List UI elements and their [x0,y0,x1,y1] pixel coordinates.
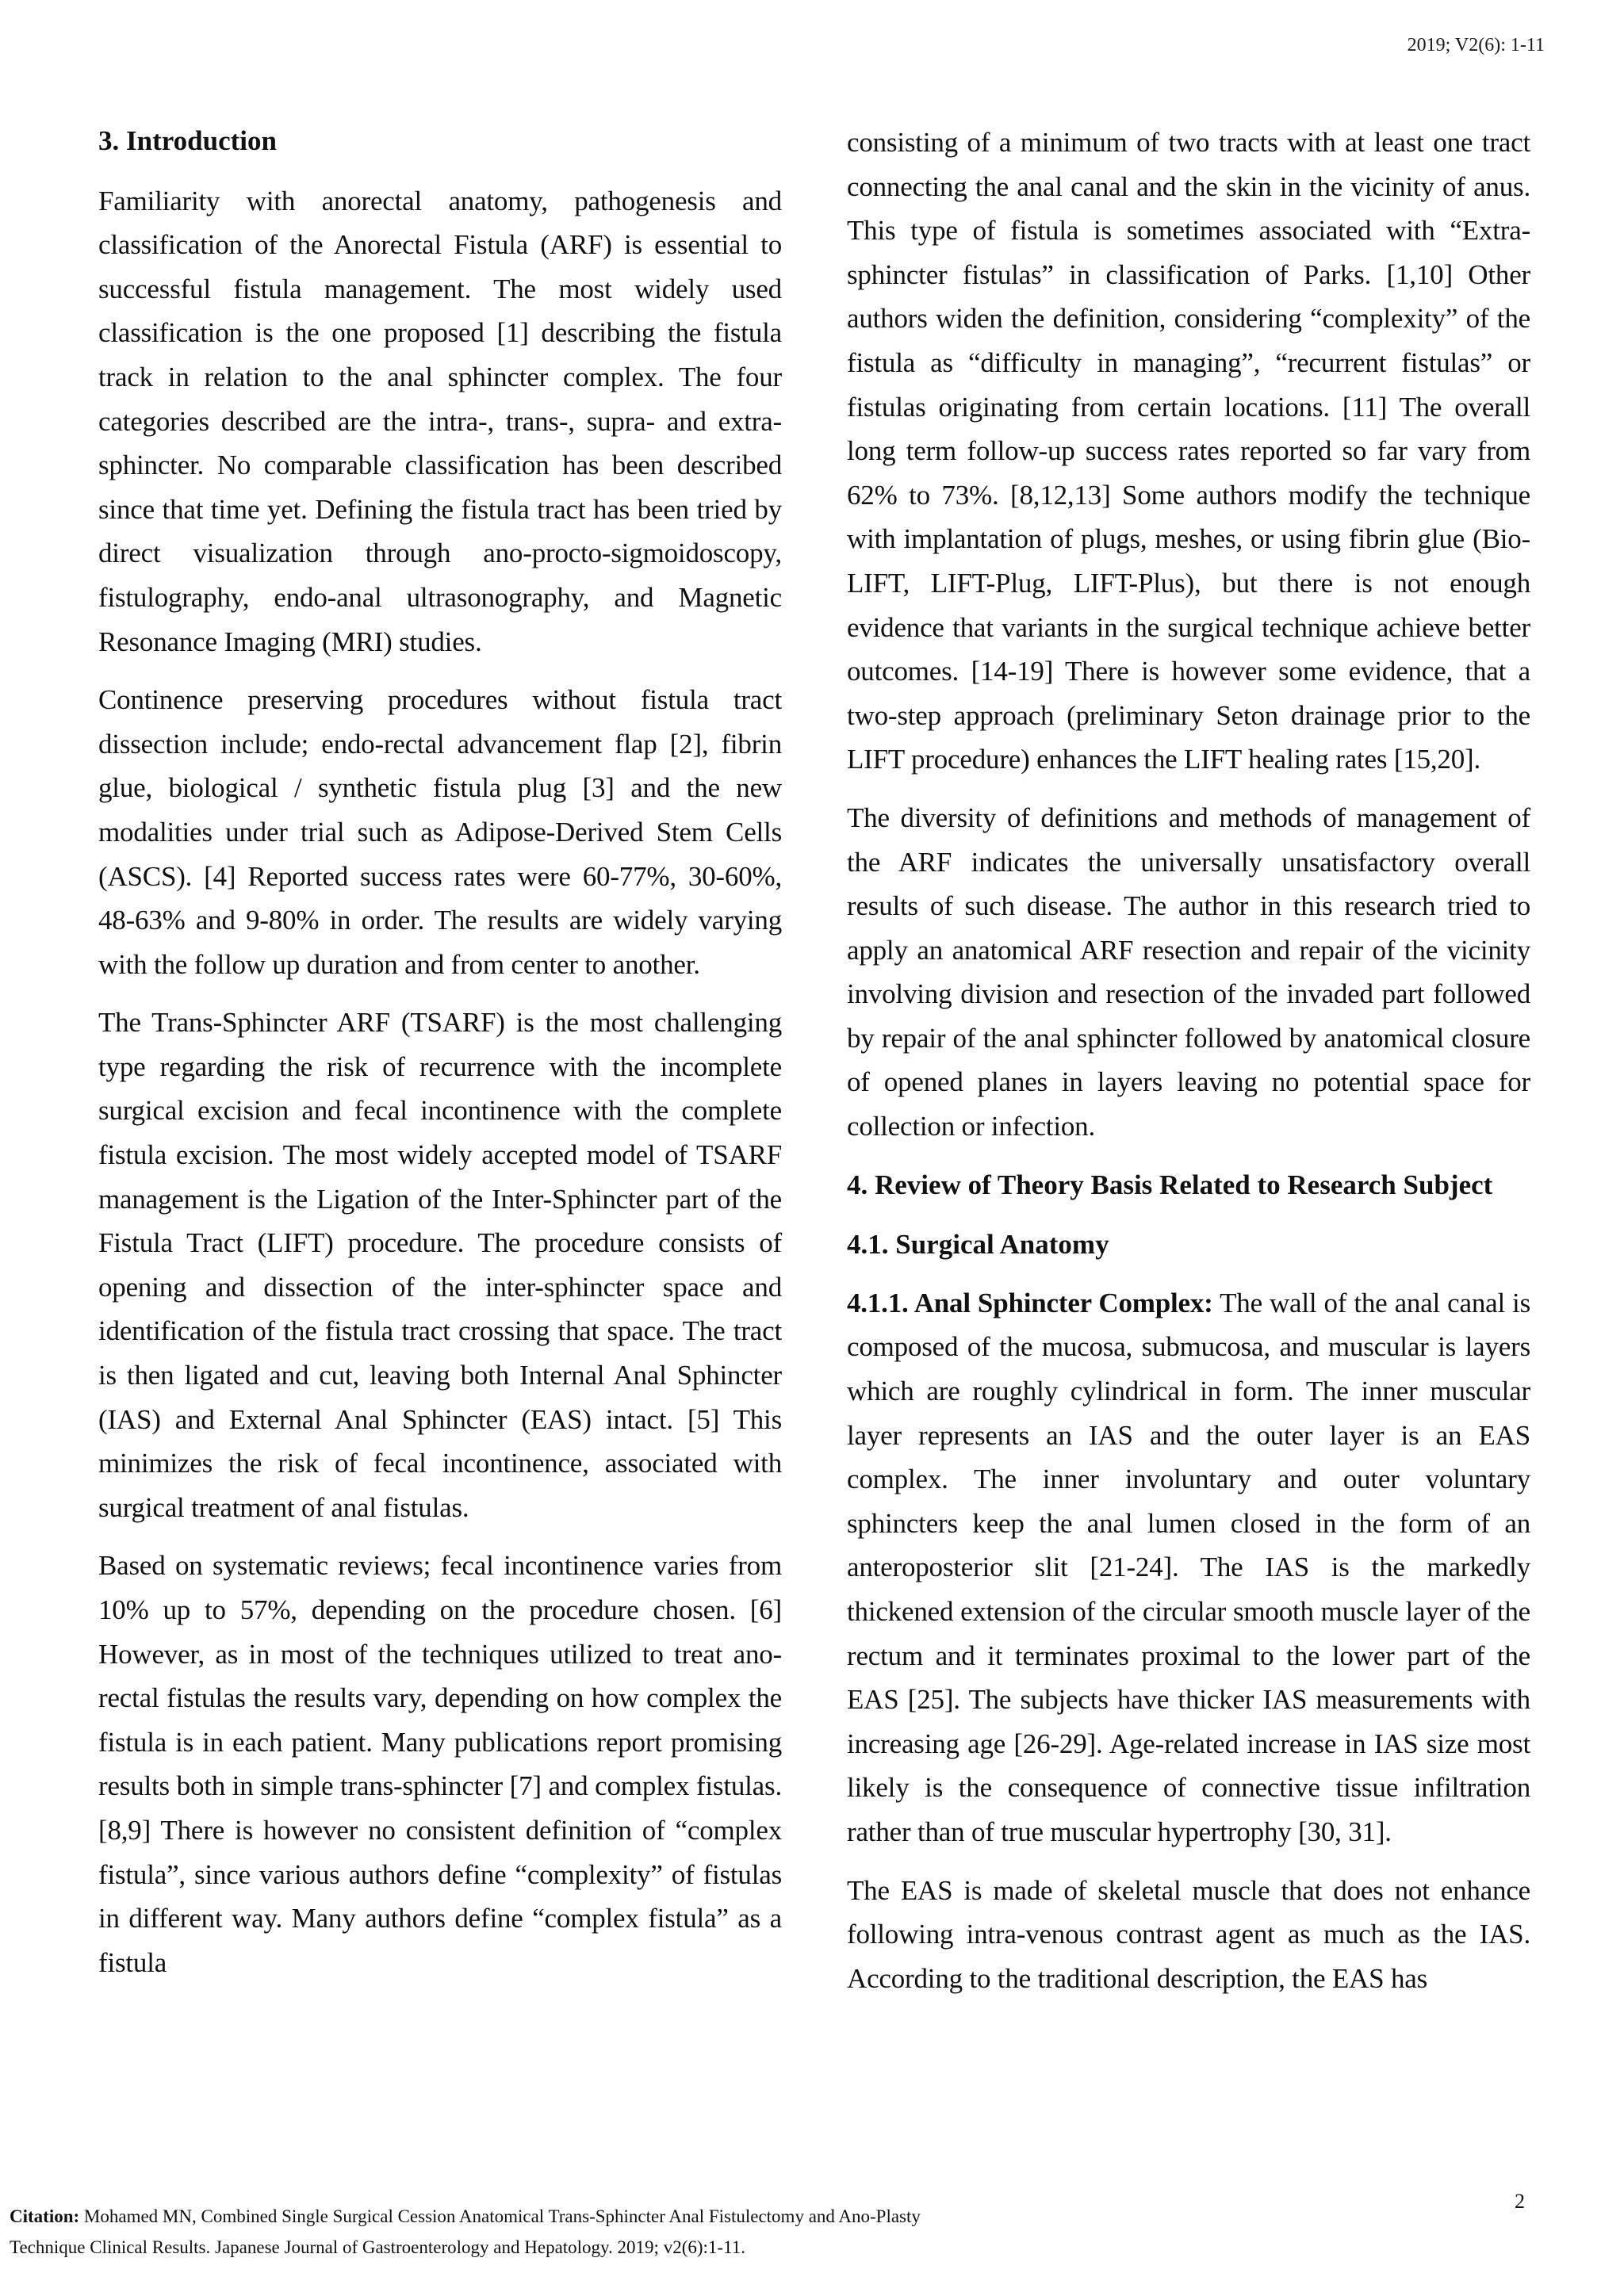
paragraph-text: The wall of the anal canal is composed of the mucosa, submucosa, and muscular is layers which are roughly cylindrical in form. The inner muscular layer represents an IAS and the outer layer is an EAS complex. The inner involuntary and outer voluntary sphincters keep the anal lumen closed in the form of an anteroposterior slit [21-24]. The IAS is the markedly thickened extension of the circular smooth muscle layer of the rectum and it terminates proximal to the lower part of the EAS [25]. The subjects have thicker IAS measurements with increasing age [26-29]. Age-related increase in IAS size most likely is the consequence of connective tissue infiltration rather than of true muscular hypertrophy [30, 31]. [847,1287,1530,1847]
paragraph: Familiarity with anorectal anatomy, pathogenesis and classification of the Anorectal Fistula (ARF) is essential to successful fistula management. The most widely used classification is the one proposed [1] describing the fistula track in relation to the anal sphincter complex. The four categories described are the intra-, trans-, supra- and extra- sphincter. No comparable classification has been described since that time yet. Defining the fistula tract has been tried by direct visualization through ano-procto-sigmoidoscopy, fistulography, endo-anal ultrasonography, and Magnetic Resonance Imaging (MRI) studies. [98,185,782,657]
paragraph: Continence preserving procedures without fistula tract dissection include; endo-rectal advancement flap [2], fibrin glue, biological / synthetic fistula plug [3] and the new modalities under trial such as Adipose-Derived Stem Cells (ASCS). [4] Reported success rates were 60-77%, 30-60%, 48-63% and 9-80% in order. The results are widely varying with the follow up duration and from center to another. [98,684,782,980]
paragraph-anal-sphincter-complex [847,1281,1530,1854]
running-head: 2019; V2(6): 1-11 [1407,35,1545,55]
paragraph: The EAS is made of skeletal muscle that does not enhance following intra-venous contrast agent as much as the IAS. According to the traditional description, the EAS has [847,1874,1530,1994]
citation-label: Citation: [10,2206,80,2226]
right-column [847,121,1530,2015]
subsubsection-heading: 4.1.1. Anal Sphincter Complex: [847,1287,1213,1318]
left-column [98,119,782,1999]
section-heading-introduction: 3. Introduction [98,125,277,156]
page-number: 2 [1515,2190,1525,2213]
paragraph: Based on systematic reviews; fecal incontinence varies from 10% up to 57%, depending on the procedure chosen. [6] However, as in most of the techniques utilized to treat ano-rectal fistulas the results vary, depending on how complex the fistula is in each patient. Many publications report promising results both in simple trans-sphincter [7] and complex fistulas. [8,9] There is however no consistent definition of “complex fistula”, since various authors define “complexity” of fistulas in different way. Many authors define “complex fistula” as a fistula [98,1550,782,1978]
section-heading-review: 4. Review of Theory Basis Related to Research Subject [847,1169,1493,1200]
paragraph: The diversity of definitions and methods of management of the ARF indicates the universally unsatisfactory overall results of such disease. The author in this research tried to apply an anatomical ARF resection and repair of the vicinity involving division and resection of the invaded part followed by repair of the anal sphincter followed by anatomical closure of opened planes in layers leaving no potential space for collection or infection. [847,802,1530,1142]
paragraph: The Trans-Sphincter ARF (TSARF) is the most challenging type regarding the risk of recurrence with the incomplete surgical excision and fecal incontinence with the complete fistula excision. The most widely accepted model of TSARF management is the Ligation of the Inter-Sphincter part of the Fistula Tract (LIFT) procedure. The procedure consists of opening and dissection of the inter-sphincter space and identification of the fistula tract crossing that space. The tract is then ligated and cut, leaving both Internal Anal Sphincter (IAS) and External Anal Sphincter (EAS) intact. [5] This minimizes the risk of fecal incontinence, associated with surgical treatment of anal fistulas. [98,1007,782,1523]
citation [10,2201,985,2263]
paragraph: consisting of a minimum of two tracts with at least one tract connecting the anal canal and the skin in the vicinity of anus. This type of fistula is sometimes associated with “Extra-sphincter fistulas” in classification of Parks. [1,10] Other authors widen the definition, considering “complexity” of the fistula as “difficulty in managing”, “recurrent fistulas” or fistulas originating from certain locations. [11] The overall long term follow-up success rates reported so far vary from 62% to 73%. [8,12,13] Some authors modify the technique with implantation of plugs, meshes, or using fibrin glue (Bio-LIFT, LIFT-Plug, LIFT-Plus), but there is not enough evidence that variants in the surgical technique achieve better outcomes. [14-19] There is however some evidence, that a two-step approach (preliminary Seton drainage prior to the LIFT procedure) enhances the LIFT healing rates [15,20]. [847,127,1530,775]
citation-text: Mohamed MN, Combined Single Surgical Cession Anatomical Trans-Sphincter Anal Fistulectomy and Ano-Plasty Technique Clinical Results. Japanese Journal of Gastroenterology and Hepatology. 2019; v2(6):1-11. [10,2206,921,2257]
subsection-heading-surgical-anatomy: 4.1. Surgical Anatomy [847,1229,1109,1261]
